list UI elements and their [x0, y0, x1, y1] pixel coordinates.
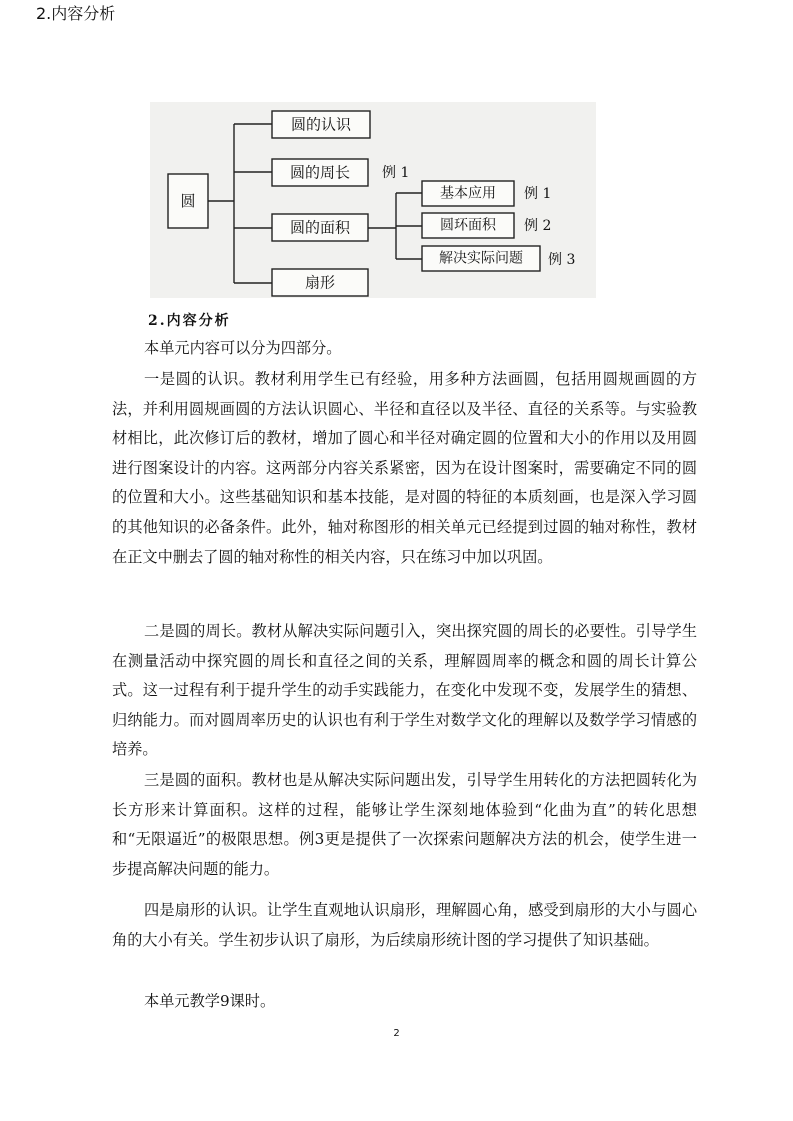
paragraph-intro: 本单元内容可以分为四部分。 — [144, 339, 342, 357]
paragraph-circumference: 二是圆的周长。教材从解决实际问题引入，突出探究圆的周长的必要性。引导学生在测量活动中探究圆的周长和直径之间的关系，理解圆周率的概念和圆的周长计算公式。这一过程有利于提升学生的动手实践能力，在变化中发现不变，发展学生的猜想、归纳能力。而对圆周率历史的认识也有利于学生对数学文化的理解以及数学学习情感的培养。 — [112, 622, 697, 759]
paragraph-area: 三是圆的面积。教材也是从解决实际问题出发，引导学生用转化的方法把圆转化为长方形来计算面积。这样的过程，能够让学生深刻地体验到“化曲为直”的转化思想和“无限逼近”的极限思想。例3更是提供了一次探索问题解决方法的机会，使学生进一步提高解决问题的能力。 — [112, 771, 697, 878]
unit-structure-diagram — [150, 102, 596, 298]
example-basic-application: 例 1 — [524, 186, 552, 202]
diagram-svg — [150, 102, 596, 298]
node-basic-application: 基本应用 — [440, 185, 496, 202]
figure-caption: 2.内容分析 — [148, 313, 231, 329]
node-circumference: 圆的周长 — [289, 163, 351, 182]
paragraph-recognition: 一是圆的认识。教材利用学生已有经验，用多种方法画圆，包括用圆规画圆的方法，并利用圆规画圆的方法认识圆心、半径和直径以及半径、直径的关系等。与实验教材相比，此次修订后的教材，增加了圆心和半径对确定圆的位置和大小的作用以及用圆进行图案设计的内容。这两部分内容关系紧密，因为在设计图案时，需要确定不同的圆的位置和大小。这些基础知识和基本技能，是对圆的特征的本质刻画，也是深入学习圆的其他知识的必备条件。此外，轴对称图形的相关单元已经提到过圆的轴对称性，教材在正文中删去了圆的轴对称性的相关内容，只在练习中加以巩固。 — [112, 370, 697, 566]
node-recognition: 圆的认识 — [290, 115, 352, 134]
node-sector: 扇形 — [304, 273, 336, 292]
page-header: 2.内容分析 — [36, 4, 116, 23]
example-annulus-area: 例 2 — [524, 218, 552, 234]
node-area: 圆的面积 — [289, 218, 351, 237]
paragraph-sector: 四是扇形的认识。让学生直观地认识扇形，理解圆心角，感受到扇形的大小与圆心角的大小有关。学生初步认识了扇形，为后续扇形统计图的学习提供了知识基础。 — [112, 901, 697, 949]
example-practical-problems: 例 3 — [548, 252, 576, 268]
page-number: 2 — [393, 1028, 400, 1039]
example-circumference: 例 1 — [382, 165, 410, 181]
node-annulus-area: 圆环面积 — [440, 217, 496, 234]
node-practical-problems: 解决实际问题 — [439, 250, 523, 267]
paragraph-lesson-count: 本单元教学9课时。 — [144, 992, 276, 1010]
node-root: 圆 — [180, 192, 196, 210]
